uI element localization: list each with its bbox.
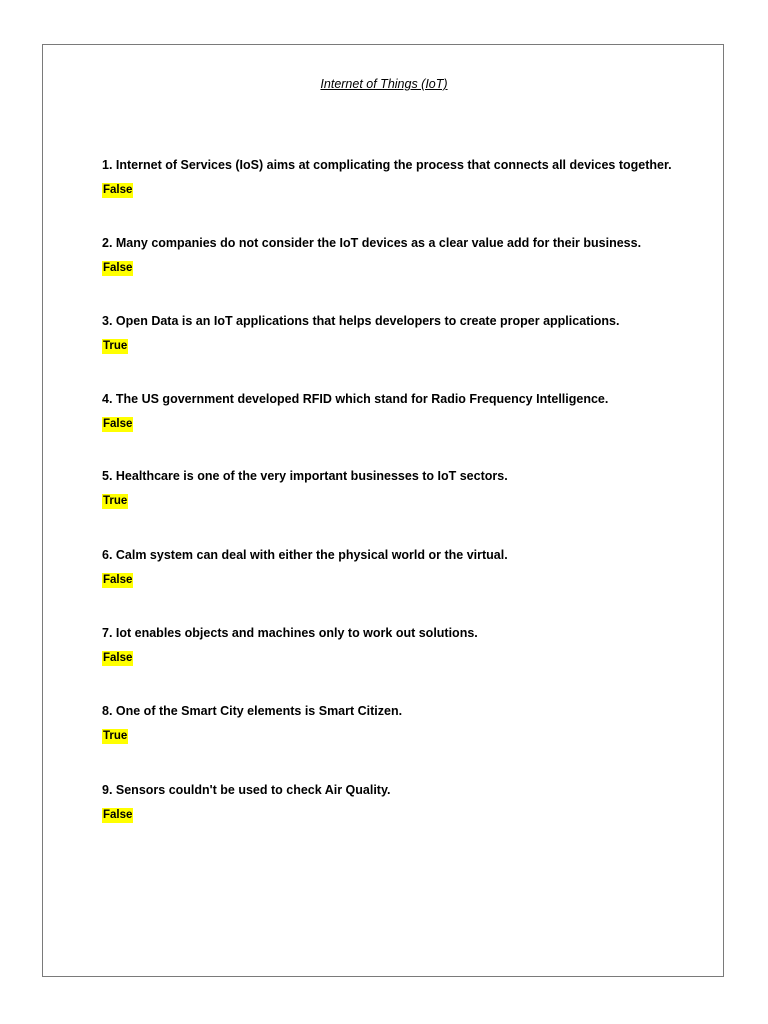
- question-text: 9. Sensors couldn't be used to check Air Quality.: [102, 783, 391, 797]
- question-item: [102, 235, 641, 276]
- question-text: 7. Iot enables objects and machines only to work out solutions.: [102, 626, 478, 640]
- answer-highlight: True: [103, 340, 128, 352]
- answer-highlight: False: [103, 809, 133, 821]
- answer-highlight: True: [103, 495, 128, 507]
- question-text: 4. The US government developed RFID which stand for Radio Frequency Intelligence.: [102, 392, 609, 406]
- question-item: [102, 468, 508, 509]
- question-item: [102, 625, 478, 666]
- question-item: [102, 313, 620, 354]
- question-text: 5. Healthcare is one of the very important businesses to IoT sectors.: [102, 469, 508, 483]
- answer-highlight: False: [103, 184, 133, 196]
- question-item: [102, 547, 508, 588]
- question-item: [102, 157, 672, 198]
- question-text: 3. Open Data is an IoT applications that helps developers to create proper applications.: [102, 314, 620, 328]
- answer-highlight: False: [103, 574, 133, 586]
- question-text: 2. Many companies do not consider the IoT devices as a clear value add for their business.: [102, 236, 642, 250]
- question-text: 1. Internet of Services (IoS) aims at complicating the process that connects all devices together.: [102, 158, 672, 172]
- question-text: 6. Calm system can deal with either the physical world or the virtual.: [102, 548, 508, 562]
- question-text: 8. One of the Smart City elements is Smart Citizen.: [102, 704, 403, 718]
- answer-highlight: False: [103, 262, 133, 274]
- answer-highlight: False: [103, 418, 133, 430]
- answer-highlight: True: [103, 730, 128, 742]
- question-item: [102, 782, 390, 823]
- question-item: [102, 703, 402, 744]
- document-title: Internet of Things (IoT): [320, 77, 448, 91]
- answer-highlight: False: [103, 652, 133, 664]
- question-item: [102, 391, 608, 432]
